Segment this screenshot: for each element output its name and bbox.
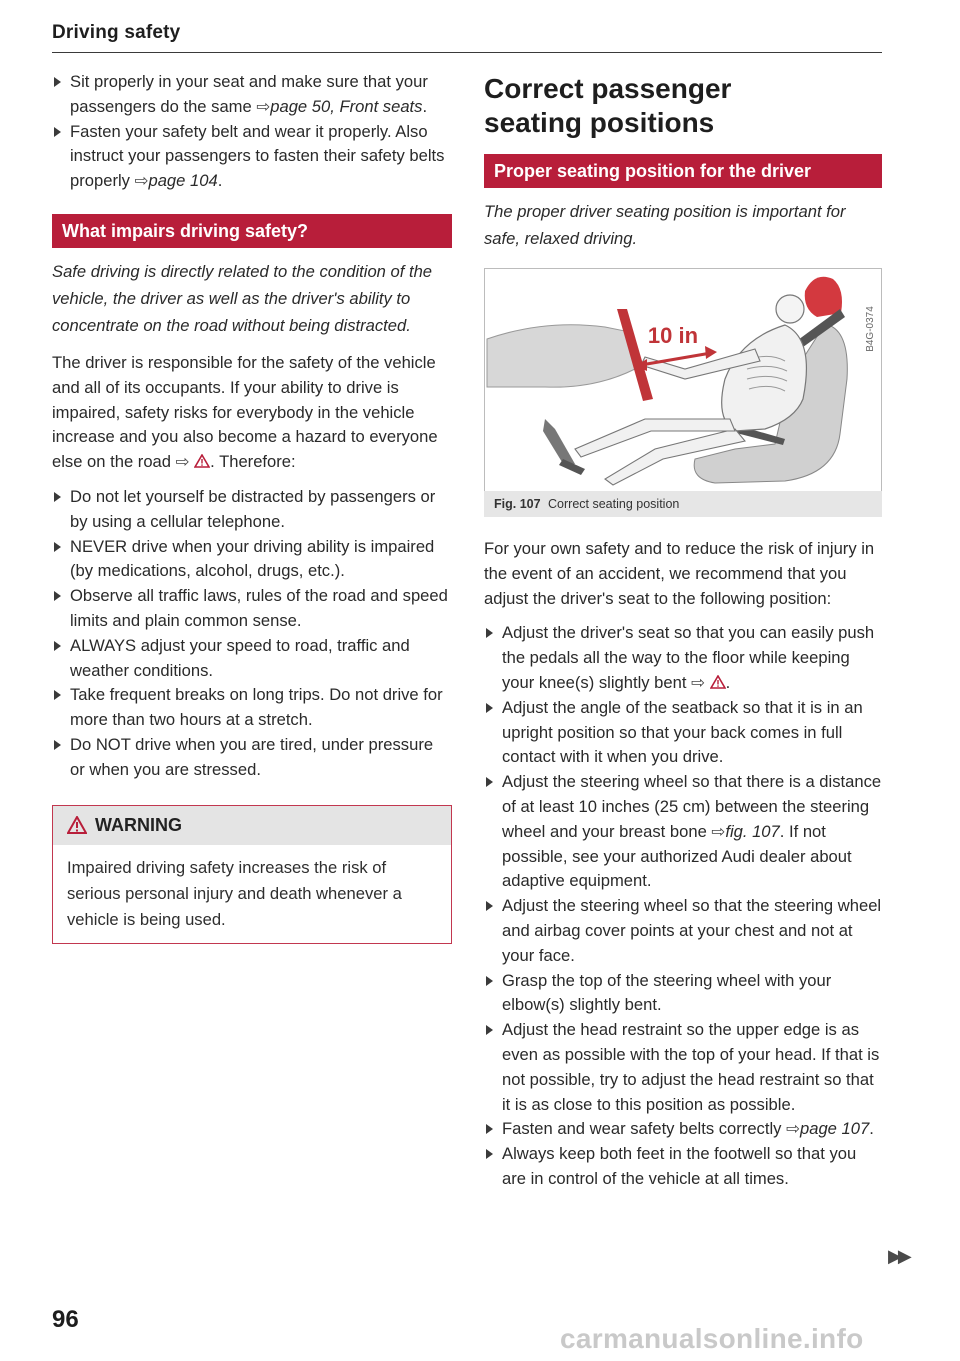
- list-item: [484, 894, 882, 968]
- bullet-text: ALWAYS adjust your speed to road, traffic and weather conditions.: [70, 635, 410, 680]
- bullet-text: Take frequent breaks on long trips. Do not drive for more than two hours at a stretch.: [70, 685, 443, 730]
- reference-arrow-icon: ⇨: [175, 452, 190, 472]
- list-item: [52, 584, 452, 634]
- watermark: carmanualsonline.info: [560, 1323, 864, 1354]
- bullet-arrow-icon: [486, 901, 493, 911]
- list-item: [52, 634, 452, 684]
- bullet-arrow-icon: [486, 976, 493, 986]
- warning-body: Impaired driving safety increases the risk of serious personal injury and death whenever a vehicle is being used.: [67, 857, 402, 929]
- figure-caption-text: Correct seating position: [548, 497, 680, 511]
- bullet-arrow-icon: [486, 703, 493, 713]
- list-item: [52, 733, 452, 783]
- left-column: [52, 70, 452, 944]
- warning-title: WARNING: [95, 814, 182, 835]
- bullet-text: Adjust the head restraint so the upper edge is as even as possible with the top of your head. If that is not possible, try to adjust the head restraint so that it is as close to this position as possible.: [502, 1020, 880, 1114]
- seating-position-illustration: [485, 269, 882, 491]
- section-heading: What impairs driving safety?: [52, 214, 452, 248]
- bullet-text-tail: .: [217, 171, 223, 191]
- bullet-arrow-icon: [486, 1025, 493, 1035]
- page-number: 96: [52, 1306, 79, 1333]
- list-item: [52, 120, 452, 194]
- list-item: [484, 696, 882, 770]
- bullet-arrow-icon: [486, 777, 493, 787]
- bullet-text: Observe all traffic laws, rules of the road and speed limits and plain common sense.: [70, 586, 448, 630]
- figure-image: [484, 268, 882, 491]
- section-title-line: Correct passenger: [484, 73, 732, 104]
- reference-arrow-icon: ⇨: [134, 171, 149, 191]
- figure: [484, 268, 882, 517]
- bullet-arrow-icon: [486, 628, 493, 638]
- paragraph-tail: . Therefore:: [210, 452, 296, 472]
- page-reference-link[interactable]: page 107: [799, 1119, 870, 1139]
- bullet-arrow-icon: [54, 740, 61, 750]
- bullet-text: Adjust the steering wheel so that the steering wheel and airbag cover points at your chest and not at your face.: [502, 896, 882, 965]
- list-item: [484, 1142, 882, 1192]
- reference-arrow-icon: ⇨: [691, 672, 705, 692]
- list-item: [52, 535, 452, 585]
- continue-arrow-icon: ▶▶: [888, 1246, 908, 1266]
- bullet-arrow-icon: [54, 542, 61, 552]
- page-reference-link[interactable]: page 50, Front seats: [270, 96, 423, 116]
- body-paragraph: [52, 351, 452, 475]
- bullet-text: NEVER drive when your driving ability is impaired (by medications, alcohol, drugs, etc.).: [70, 536, 435, 581]
- body-paragraph: For your own safety and to reduce the risk of injury in the event of an accident, we recommend that you adjust the driver's seat to the following position:: [484, 539, 875, 608]
- list-item: [484, 969, 882, 1019]
- section-title: [484, 72, 882, 140]
- bullet-text: Fasten and wear safety belts correctly: [502, 1119, 787, 1139]
- subsection-heading: Proper seating position for the driver: [484, 154, 882, 188]
- section-intro: Safe driving is directly related to the condition of the vehicle, the driver as well as the driver's ability to concentrate on the road without being distracted.: [52, 261, 433, 335]
- chapter-title: Driving safety: [52, 22, 181, 43]
- bullet-arrow-icon: [486, 1149, 493, 1159]
- list-item: [484, 621, 882, 695]
- seating-bullet-list: [484, 621, 882, 1191]
- distance-label: 10 in: [647, 323, 699, 348]
- figure-code: B4G-0374: [865, 306, 876, 352]
- list-item: [52, 683, 452, 733]
- bullet-text: Always keep both feet in the footwell so that you are in control of the vehicle at all times.: [502, 1144, 857, 1188]
- bullet-text-tail: . If not possible, see your authorized Audi dealer about adaptive equipment.: [502, 821, 852, 891]
- bullet-text: Adjust the steering wheel so that there is a distance of at least 10 inches (25 cm) between the steering wheel and your breast bone: [502, 772, 882, 841]
- reference-arrow-icon: ⇨: [256, 96, 271, 116]
- subsection-intro: The proper driver seating position is important for safe, relaxed driving.: [484, 202, 846, 248]
- section-title-line: seating positions: [484, 107, 715, 138]
- reference-arrow-icon: ⇨: [786, 1119, 800, 1139]
- warning-triangle-icon: [194, 454, 210, 468]
- bullet-arrow-icon: [486, 1124, 493, 1134]
- warning-header: [53, 806, 451, 845]
- bullet-arrow-icon: [54, 492, 61, 502]
- bullet-text: Sit properly in your seat and make sure that your passengers do the same: [70, 72, 428, 116]
- paragraph-text: The driver is responsible for the safety of the vehicle and all of its occupants. If your ability to drive is impaired, safety risks for everybody in the vehicle increase and you also become a hazard to everyone else on the road: [52, 352, 438, 472]
- list-item: [52, 70, 452, 120]
- page-header: [52, 22, 882, 53]
- bullet-text-tail: .: [725, 672, 731, 692]
- bullet-text: Fasten your safety belt and wear it properly. Also instruct your passengers to fasten their safety belts properly: [70, 121, 445, 191]
- bullet-arrow-icon: [54, 690, 61, 700]
- warning-box: [52, 805, 452, 944]
- list-item: [52, 485, 452, 535]
- top-bullet-list: [52, 70, 452, 194]
- bullet-text: Grasp the top of the steering wheel with your elbow(s) slightly bent.: [502, 970, 832, 1015]
- right-column: [484, 72, 882, 1192]
- figure-label: Fig. 107: [494, 497, 541, 511]
- warning-triangle-icon: [710, 675, 726, 689]
- list-item: [484, 770, 882, 894]
- figure-reference-link[interactable]: fig. 107: [725, 821, 780, 841]
- bullet-text-tail: .: [869, 1119, 874, 1139]
- bullet-text: Adjust the angle of the seatback so that it is in an upright position so that your back comes in full contact with it when you drive.: [502, 697, 863, 767]
- bullet-text-tail: .: [422, 96, 428, 116]
- bullet-text: Do NOT drive when you are tired, under pressure or when you are stressed.: [70, 734, 434, 779]
- bullet-arrow-icon: [54, 641, 61, 651]
- impairment-bullet-list: [52, 485, 452, 783]
- figure-caption: [484, 491, 882, 517]
- bullet-text: Adjust the driver's seat so that you can easily push the pedals all the way to the floor while keeping your knee(s) slightly bent: [502, 623, 875, 692]
- page-reference-link[interactable]: page 104: [148, 171, 218, 191]
- list-item: [484, 1018, 882, 1117]
- list-item: [484, 1117, 882, 1142]
- bullet-arrow-icon: [54, 591, 61, 601]
- bullet-text: Do not let yourself be distracted by passengers or by using a cellular telephone.: [70, 486, 436, 531]
- warning-triangle-icon: [67, 816, 87, 834]
- bullet-arrow-icon: [54, 77, 61, 87]
- bullet-arrow-icon: [54, 127, 61, 137]
- reference-arrow-icon: ⇨: [711, 821, 726, 841]
